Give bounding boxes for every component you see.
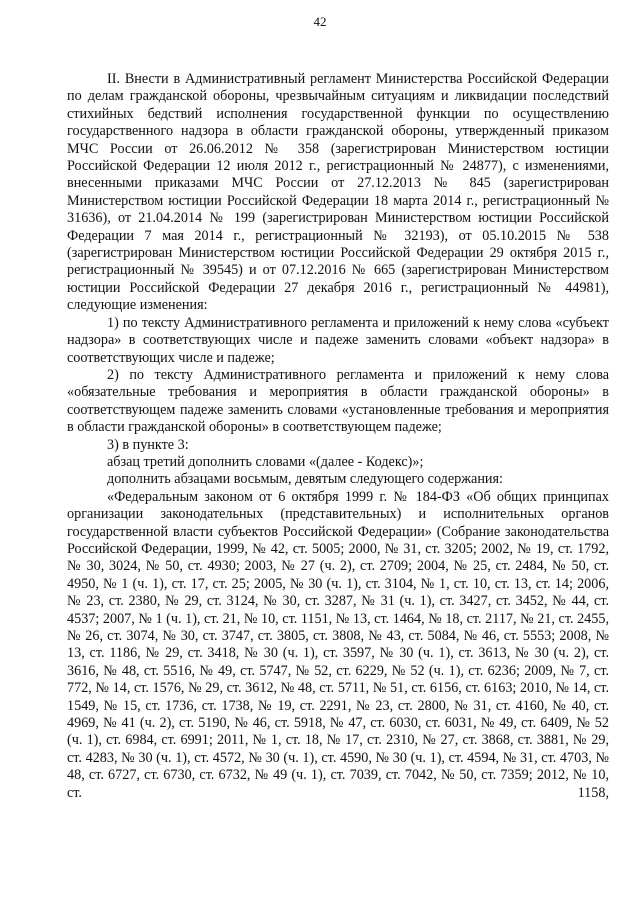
- paragraph-federal-law-citation: «Федеральным законом от 6 октября 1999 г. № 184-ФЗ «Об общих принципах организации законодательных (представительных) и исполнительных органов государственной власти субъектов Российской Федерации» (Собрание законодательства Российской Федерации, 1999, № 42, ст. 5005; 2000, № 31, ст. 3205; 2002, № 19, ст. 1792, № 30, 3024, № 50, ст. 4930; 2003, № 27 (ч. 2), ст. 2709; 2004, № 25, ст. 2484, № 50, ст. 4950, № 1 (ч. 1), ст. 17, ст. 25; 2005, № 30 (ч. 1), ст. 3104, № 1, ст. 10, ст. 13, ст. 14; 2006, № 23, ст. 2380, № 29, ст. 3124, № 30, ст. 3287, № 31 (ч. 1), ст. 3427, ст. 3452, № 44, ст. 4537; 2007, № 1 (ч. 1), ст. 21, № 10, ст. 1151, № 13, ст. 1464, № 18, ст. 2117, № 21, ст. 2455, № 26, ст. 3074, № 30, ст. 3747, ст. 3805, ст. 3808, № 43, ст. 5084, № 46, ст. 5553; 2008, № 13, ст. 1186, № 29, ст. 3418, № 30 (ч. 1), ст. 3597, № 30 (ч. 1), ст. 3613, № 30 (ч. 2), ст. 3616, № 48, ст. 5516, № 49, ст. 5747, № 52, ст. 6229, № 52 (ч. 1), ст. 6236; 2009, № 7, ст. 772, № 14, ст. 1576, № 29, ст. 3612, № 48, ст. 5711, № 51, ст. 6156, ст. 6163; 2010, № 14, ст. 1549, № 15, ст. 1736, ст. 1738, № 19, ст. 2291, № 23, ст. 2800, № 31, ст. 4160, № 40, ст. 4969, № 41 (ч. 2), ст. 5190, № 46, ст. 5918, № 47, ст. 6030, ст. 6031, № 49, ст. 6409, № 52 (ч. 1), ст. 6984, ст. 6991; 2011, № 1, ст. 18, № 17, ст. 2310, № 27, ст. 3868, ст. 3881, № 29, ст. 4283, № 30 (ч. 1), ст. 4572, № 30 (ч. 1), ст. 4590, № 30 (ч. 1), ст. 4594, № 31, ст. 4703, № 48, ст. 6727, ст. 6730, ст. 6732, № 49 (ч. 1), ст. 7039, ст. 7042, № 50, ст. 7359; 2012, № 10, ст. 1158,: [67, 488, 609, 801]
- paragraph-item-3: 3) в пункте 3:: [107, 436, 189, 453]
- paragraph-item-1: 1) по тексту Административного регламента и приложений к нему слова «субъект надзора» в соответствующих числе и падеже заменить словами «объект надзора» в соответствующих числе и падеже;: [67, 314, 609, 366]
- page-number: 42: [313, 14, 327, 29]
- document-body: [67, 71, 609, 802]
- paragraph-item-2: 2) по тексту Административного регламента и приложений к нему слова «обязательные требования и мероприятия в области гражданской обороны» в соответствующем падеже заменить словами «установленные требования и мероприятия в области гражданской обороны» в соответствующем падеже;: [67, 366, 609, 436]
- paragraph-item-3-subpoint-1: абзац третий дополнить словами «(далее - Кодекс)»;: [107, 453, 424, 470]
- paragraph-amendment-intro: II. Внести в Административный регламент Министерства Российской Федерации по делам гражданской обороны, чрезвычайным ситуациям и ликвидации последствий стихийных бедствий исполнения государственной функции по осуществлению государственного надзора в области гражданской обороны, утвержденный приказом МЧС России от 26.06.2012 № 358 (зарегистрирован Министерством юстиции Российской Федерации 12 июля 2012 г., регистрационный № 24877), с изменениями, внесенными приказами МЧС России от 27.12.2013 № 845 (зарегистрирован Министерством юстиции Российской Федерации 18 марта 2014 г., регистрационный № 31636), от 21.04.2014 № 199 (зарегистрирован Министерством юстиции Российской Федерации 7 мая 2014 г., регистрационный № 32193), от 05.10.2015 № 538 (зарегистрирован Министерством юстиции Российской Федерации 29 октября 2015 г., регистрационный № 39545) и от 07.12.2016 № 665 (зарегистрирован Министерством юстиции Российской Федерации 27 декабря 2016 г., регистрационный № 44981), следующие изменения:: [67, 71, 609, 314]
- paragraph-item-3-subpoint-2: дополнить абзацами восьмым, девятым следующего содержания:: [107, 471, 503, 488]
